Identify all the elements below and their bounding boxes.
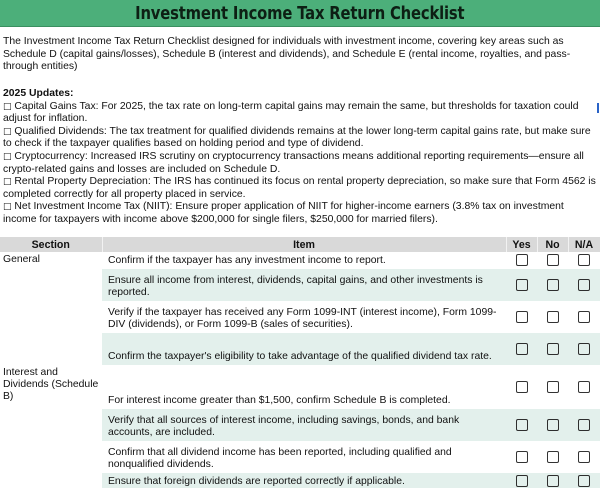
section-cell bbox=[0, 333, 102, 365]
header-na: N/A bbox=[568, 237, 600, 252]
table-row bbox=[0, 365, 600, 409]
checkbox-bullet-icon: □ bbox=[3, 151, 12, 162]
table-row bbox=[0, 409, 600, 441]
checkbox-bullet-icon: □ bbox=[3, 202, 12, 213]
item-cell: Confirm if the taxpayer has any investment income to report. bbox=[108, 254, 386, 266]
update-item: □ Capital Gains Tax: For 2025, the tax rate on long-term capital gains may remain the same, but thresholds for taxation could adjust for inflation. bbox=[3, 100, 579, 125]
checkbox-bullet-icon: □ bbox=[3, 177, 12, 188]
updates-heading: 2025 Updates: bbox=[3, 88, 74, 99]
section-cell bbox=[0, 301, 102, 333]
section-cell bbox=[0, 409, 102, 441]
header-section: Section bbox=[0, 237, 102, 252]
item-cell: Ensure that foreign dividends are reported correctly if applicable. bbox=[102, 473, 506, 488]
checkbox-bullet-icon: □ bbox=[3, 101, 12, 112]
updates-section bbox=[3, 88, 599, 227]
scroll-marker bbox=[597, 103, 599, 113]
section-cell: Interest and Dividends (Schedule B) bbox=[3, 367, 99, 403]
yes-checkbox[interactable] bbox=[516, 311, 528, 323]
yes-checkbox[interactable] bbox=[516, 343, 528, 355]
na-checkbox[interactable] bbox=[578, 254, 590, 266]
na-checkbox[interactable] bbox=[578, 279, 590, 291]
table-row bbox=[0, 441, 600, 473]
table-row bbox=[0, 252, 600, 269]
na-checkbox[interactable] bbox=[578, 475, 590, 487]
yes-checkbox[interactable] bbox=[516, 254, 528, 266]
no-checkbox[interactable] bbox=[547, 311, 559, 323]
checklist-table bbox=[0, 237, 600, 488]
section-cell bbox=[0, 473, 102, 488]
checkbox-bullet-icon: □ bbox=[3, 126, 12, 137]
na-checkbox[interactable] bbox=[578, 419, 590, 431]
header-yes: Yes bbox=[506, 237, 537, 252]
table-row bbox=[0, 301, 600, 333]
yes-checkbox[interactable] bbox=[516, 279, 528, 291]
item-cell: Confirm the taxpayer's eligibility to take advantage of the qualified dividend tax rate. bbox=[102, 333, 506, 365]
yes-checkbox[interactable] bbox=[516, 381, 528, 393]
section-cell bbox=[0, 269, 102, 301]
table-row bbox=[0, 333, 600, 365]
na-checkbox[interactable] bbox=[578, 451, 590, 463]
na-checkbox[interactable] bbox=[578, 311, 590, 323]
item-cell: Verify if the taxpayer has received any Form 1099-INT (interest income), Form 1099-DIV (dividends), or Form 1099-B (sales of securities). bbox=[108, 306, 497, 330]
no-checkbox[interactable] bbox=[547, 343, 559, 355]
na-checkbox[interactable] bbox=[578, 343, 590, 355]
section-cell bbox=[0, 441, 102, 473]
intro-paragraph: The Investment Income Tax Return Checklist designed for individuals with investment income, covering key areas such as Schedule D (capital gains/losses), Schedule B (interest and dividends), and Schedule E (rental income, royalties, and pass-through entities) bbox=[3, 36, 571, 73]
table-header-row bbox=[0, 237, 600, 252]
item-cell: For interest income greater than $1,500, confirm Schedule B is completed. bbox=[108, 394, 451, 406]
update-item: □ Rental Property Depreciation: The IRS has continued its focus on rental property depreciation, so make sure that Form 4562 is completed correctly for all property placed in service. bbox=[3, 176, 596, 200]
table-row bbox=[0, 473, 600, 488]
update-item: □ Net Investment Income Tax (NIIT): Ensure proper application of NIIT for higher-income earners (3.8% tax on investment income for taxpayers with income above $200,000 for single filers, $250,000 for married filers). bbox=[3, 201, 564, 225]
no-checkbox[interactable] bbox=[547, 254, 559, 266]
no-checkbox[interactable] bbox=[547, 475, 559, 487]
no-checkbox[interactable] bbox=[547, 419, 559, 431]
yes-checkbox[interactable] bbox=[516, 475, 528, 487]
no-checkbox[interactable] bbox=[547, 451, 559, 463]
yes-checkbox[interactable] bbox=[516, 419, 528, 431]
table-row bbox=[0, 269, 600, 301]
update-item: □ Cryptocurrency: Increased IRS scrutiny on cryptocurrency transactions means additional reporting requirements—ensure all crypto-related gains and losses are included on Schedule D. bbox=[3, 150, 584, 175]
title-bar bbox=[0, 0, 600, 27]
item-cell: Ensure all income from interest, dividends, capital gains, and other investments is reported. bbox=[102, 269, 506, 301]
header-item: Item bbox=[102, 237, 506, 252]
header-no: No bbox=[537, 237, 568, 252]
page-title: Investment Income Tax Return Checklist bbox=[135, 2, 465, 24]
no-checkbox[interactable] bbox=[547, 279, 559, 291]
no-checkbox[interactable] bbox=[547, 381, 559, 393]
yes-checkbox[interactable] bbox=[516, 451, 528, 463]
section-cell: General bbox=[3, 254, 40, 265]
item-cell: Verify that all sources of interest income, including savings, bonds, and bank accounts, are included. bbox=[102, 409, 506, 441]
item-cell: Confirm that all dividend income has been reported, including qualified and nonqualified dividends. bbox=[108, 446, 452, 470]
update-item: □ Qualified Dividends: The tax treatment for qualified dividends remains at the lower long-term capital gains rate, but make sure to check if the taxpayer qualifies based on holding period and type of dividend. bbox=[3, 125, 591, 150]
na-checkbox[interactable] bbox=[578, 381, 590, 393]
